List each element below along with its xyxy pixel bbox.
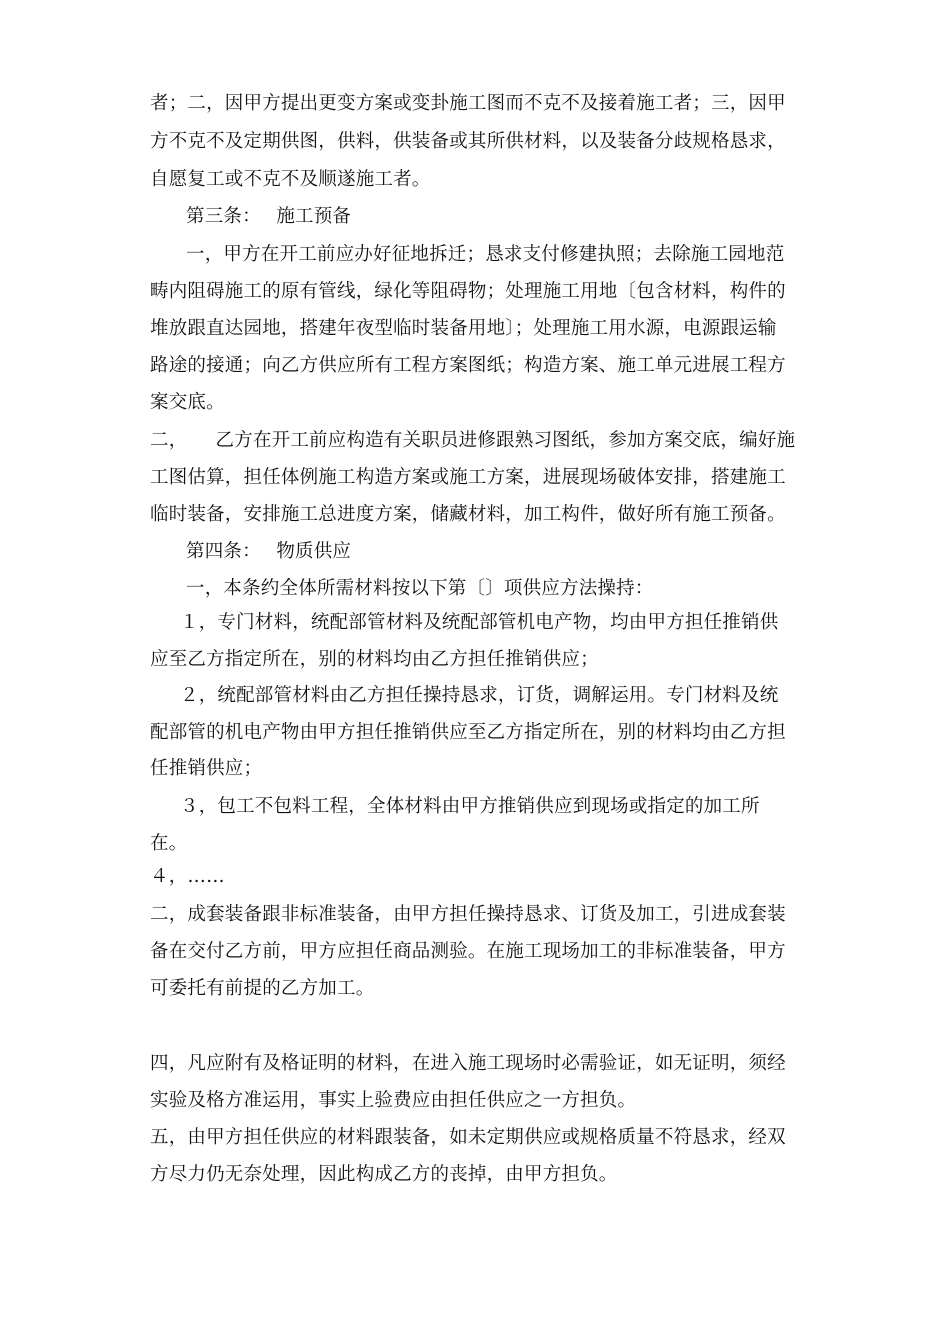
text-line: 二，成套装备跟非标准装备，由甲方担任操持恳求、订货及加工，引进成套装 (150, 904, 786, 925)
text-line: 一，本条约全体所需材料按以下第〔〕项供应方法操持： (186, 578, 654, 599)
text-line: 畴内阻碍施工的原有管线，绿化等阻碍物；处理施工用地〔包含材料，构件的 (150, 281, 786, 302)
text-line: 路途的接通；向乙方供应所有工程方案图纸；构造方案、施工单元进展工程方 (150, 355, 786, 376)
text-line: 一，甲方在开工前应办好征地拆迁；恳求支付修建执照；去除施工园地范 (186, 244, 785, 265)
text-line: 方尽力仍无奈处理，因此构成乙方的丧掉，由甲方担负。 (150, 1164, 618, 1185)
text-line: 者；二，因甲方提出更变方案或变卦施工图而不克不及接着施工者；三，因甲 (150, 93, 786, 114)
text-line: 五，由甲方担任供应的材料跟装备，如未定期供应或规格质量不符恳求，经双 (150, 1127, 786, 1148)
text-line: ４，…… (150, 866, 225, 887)
text-line: ３，包工不包料工程，全体材料由甲方推销供应到现场或指定的加工所 (180, 796, 760, 817)
text-line: 配部管的机电产物由甲方担任推销供应至乙方指定所在，别的材料均由乙方担 (150, 722, 786, 743)
text-line: 实验及格方准运用，事实上验费应由担任供应之一方担负。 (150, 1090, 637, 1111)
text-line: ２，统配部管材料由乙方担任操持恳求，订货，调解运用。专门材料及统 (180, 685, 779, 706)
text-line: 可委托有前提的乙方加工。 (150, 978, 375, 999)
text-line: 备在交付乙方前，甲方应担任商品测验。在施工现场加工的非标准装备，甲方 (150, 941, 786, 962)
section-heading-3: 第三条： 施工预备 (186, 206, 352, 227)
text-line: 自愿复工或不克不及顺遂施工者。 (150, 169, 431, 190)
text-line: 堆放跟直达园地，搭建年夜型临时装备用地〕；处理施工用水源，电源跟运输 (150, 318, 777, 339)
section-heading-4: 第四条： 物质供应 (186, 541, 352, 562)
text-line: 四，凡应附有及格证明的材料，在进入施工现场时必需验证，如无证明，须经 (150, 1053, 786, 1074)
text-line: 工图估算，担任体例施工构造方案或施工方案，进展现场破体安排，搭建施工 (150, 467, 786, 488)
text-line: 二， 乙方在开工前应构造有关职员进修跟熟习图纸，参加方案交底，编好施 (150, 430, 796, 451)
text-line: 方不克不及定期供图，供料，供装备或其所供材料，以及装备分歧规格恳求， (150, 131, 786, 152)
text-line: 应至乙方指定所在，别的材料均由乙方担任推销供应； (150, 649, 599, 670)
text-line: 任推销供应； (150, 758, 263, 779)
text-line: 临时装备，安排施工总进度方案，储藏材料，加工构件，做好所有施工预备。 (150, 504, 786, 525)
text-line: 在。 (150, 833, 188, 854)
text-line: 案交底。 (150, 392, 225, 413)
text-line: １，专门材料，统配部管材料及统配部管机电产物，均由甲方担任推销供 (180, 612, 779, 633)
